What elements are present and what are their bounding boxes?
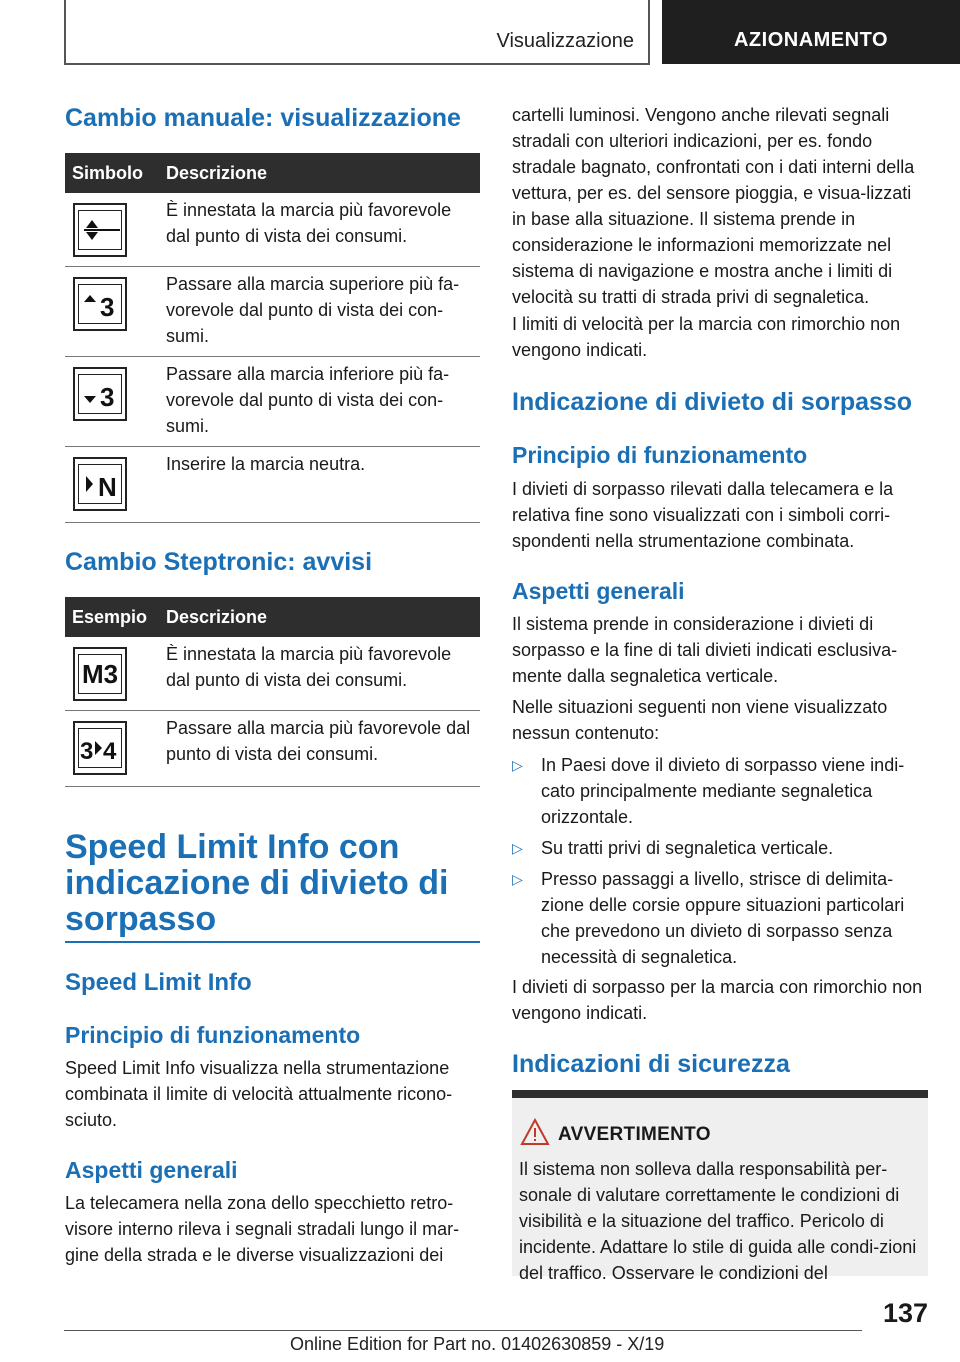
speed-limit-heading: Speed Limit Info con indicazione di divieto di sorpasso bbox=[65, 828, 449, 938]
manual-display-table bbox=[65, 153, 480, 523]
list-item: ▷ Presso passaggi a livello, strisce di delimita-zione delle corsie oppure situazioni particolari che prevedono un divieto di sorpasso senza necessità di segnaletica. bbox=[512, 866, 928, 970]
gear-optimal-symbol bbox=[80, 214, 120, 246]
row-description: Inserire la marcia neutra. bbox=[166, 454, 366, 474]
col-header-symbol: Simbolo bbox=[72, 162, 143, 183]
row-description: È innestata la marcia più favorevole dal punto di vista dei consumi. bbox=[166, 200, 452, 246]
no-overtaking-heading: Indicazione di divieto di sorpasso bbox=[512, 388, 913, 416]
list-item: ▷ In Paesi dove il divieto di sorpasso viene indi-cato principalmente mediante segnaletica orizzontale. bbox=[512, 752, 928, 830]
gear-optimal-icon bbox=[73, 203, 127, 257]
svg-text:N: N bbox=[98, 472, 117, 500]
table-row bbox=[65, 267, 480, 357]
downshift-icon bbox=[73, 367, 127, 421]
table-row bbox=[65, 447, 480, 523]
steptronic-heading: Cambio Steptronic: avvisi bbox=[65, 548, 373, 576]
list-item: ▷ Su tratti privi di segnaletica verticale. bbox=[512, 835, 928, 861]
general-text: La telecamera nella zona dello specchietto retro-visore interno rileva i segnali stradali lungo il mar-gine della strada e le diverse visualizzazioni dei bbox=[65, 1193, 460, 1265]
m3-label: M3 bbox=[78, 654, 122, 694]
downshift-symbol bbox=[80, 378, 120, 410]
no-overtaking-principle-text: I divieti di sorpasso rilevati dalla telecamera e la relativa fine sono visualizzati con i simboli corri-spondenti nella strumentazione combinata. bbox=[512, 479, 894, 551]
manual-display-heading: Cambio manuale: visualizzazione bbox=[65, 104, 461, 132]
chapter-tab bbox=[662, 0, 960, 64]
no-overtaking-principle-heading: Principio di funzionamento bbox=[512, 442, 808, 468]
steptronic-table bbox=[65, 597, 480, 787]
svg-text:3: 3 bbox=[80, 738, 94, 764]
principle-heading: Principio di funzionamento bbox=[65, 1022, 361, 1048]
header-left-rule bbox=[64, 0, 66, 64]
header-divider bbox=[648, 0, 650, 64]
col-header-description: Descrizione bbox=[166, 162, 268, 183]
row-description: Passare alla marcia superiore più fa-vorevole dal punto di vista dei con-sumi. bbox=[166, 274, 460, 346]
situations-intro: Nelle situazioni seguenti non viene visualizzato nessun contenuto: bbox=[512, 697, 888, 743]
table-header bbox=[65, 153, 480, 193]
table-row bbox=[65, 637, 480, 711]
footer-rule bbox=[64, 1330, 862, 1331]
triangle-bullet-icon: ▷ bbox=[512, 840, 523, 856]
row-description: Passare alla marcia più favorevole dal punto di vista dei consumi. bbox=[166, 718, 471, 764]
safety-heading: Indicazioni di sicurezza bbox=[512, 1050, 790, 1078]
col-header-description: Descrizione bbox=[166, 606, 268, 627]
triangle-bullet-icon: ▷ bbox=[512, 871, 523, 887]
general-text-continued: cartelli luminosi. Vengono anche rilevati segnali stradali con ulteriori indicazioni, per es. fondo stradale bagnato, confrontati con i dati interni della vettura, per es. del sensore pioggia, e visua-lizzati in base alla situazione. Il sistema prende in considerazione le informazioni memorizzate nel sistema di navigazione e mostra anche i limiti di velocità su tratti di strada privi di segnaletica. bbox=[512, 105, 915, 307]
warning-title: AVVERTIMENTO bbox=[558, 1124, 711, 1145]
no-overtaking-general-text: Il sistema prende in considerazione i divieti di sorpasso e la fine di tali divieti indicati esclusiva-mente dalla segnaletica verticale. bbox=[512, 614, 898, 686]
svg-text:3: 3 bbox=[100, 292, 115, 320]
chapter-tab-label: AZIONAMENTO bbox=[733, 29, 888, 51]
svg-text:4: 4 bbox=[103, 738, 117, 764]
heading-rule bbox=[65, 941, 480, 943]
neutral-icon bbox=[73, 457, 127, 511]
speed-limit-trailer-text: I limiti di velocità per la marcia con rimorchio non vengono indicati. bbox=[512, 314, 901, 360]
no-overtaking-trailer-text: I divieti di sorpasso per la marcia con rimorchio non vengono indicati. bbox=[512, 977, 923, 1023]
table-row bbox=[65, 357, 480, 447]
row-description: È innestata la marcia più favorevole dal punto di vista dei consumi. bbox=[166, 644, 452, 690]
table-header bbox=[65, 597, 480, 637]
warning-text: Il sistema non solleva dalla responsabilità per-sonale di valutare correttamente le condizioni di visibilità e la situazione del traffico. Pericolo di incidente. Adattare lo stile di guida alle condi-zioni del traffico. Osservare le condizioni del bbox=[519, 1159, 917, 1283]
triangle-bullet-icon: ▷ bbox=[512, 757, 523, 773]
neutral-symbol bbox=[80, 468, 120, 500]
upshift-icon bbox=[73, 277, 127, 331]
col-header-example: Esempio bbox=[72, 606, 148, 627]
warning-triangle-icon bbox=[520, 1118, 550, 1146]
no-overtaking-general-heading: Aspetti generali bbox=[512, 578, 685, 604]
principle-text: Speed Limit Info visualizza nella strumentazione combinata il limite di velocità attualmente ricono-sciuto. bbox=[65, 1058, 453, 1130]
table-row bbox=[65, 193, 480, 267]
svg-text:3: 3 bbox=[100, 382, 115, 410]
header-section-title: Visualizzazione bbox=[496, 30, 634, 52]
header-bottom-rule bbox=[64, 63, 650, 65]
table-row bbox=[65, 711, 480, 787]
shift-3-4-symbol bbox=[79, 732, 121, 764]
warning-box bbox=[512, 1090, 928, 1283]
general-heading: Aspetti generali bbox=[65, 1157, 238, 1183]
footer-edition: Online Edition for Part no. 01402630859 - X/19 bbox=[290, 1334, 665, 1354]
speed-limit-info-heading: Speed Limit Info bbox=[65, 969, 252, 996]
upshift-symbol bbox=[80, 288, 120, 320]
shift-3-4-icon bbox=[73, 721, 127, 775]
page-number: 137 bbox=[882, 1298, 928, 1328]
row-description: Passare alla marcia inferiore più fa-vorevole dal punto di vista dei con-sumi. bbox=[166, 364, 450, 436]
m3-icon bbox=[73, 647, 127, 701]
